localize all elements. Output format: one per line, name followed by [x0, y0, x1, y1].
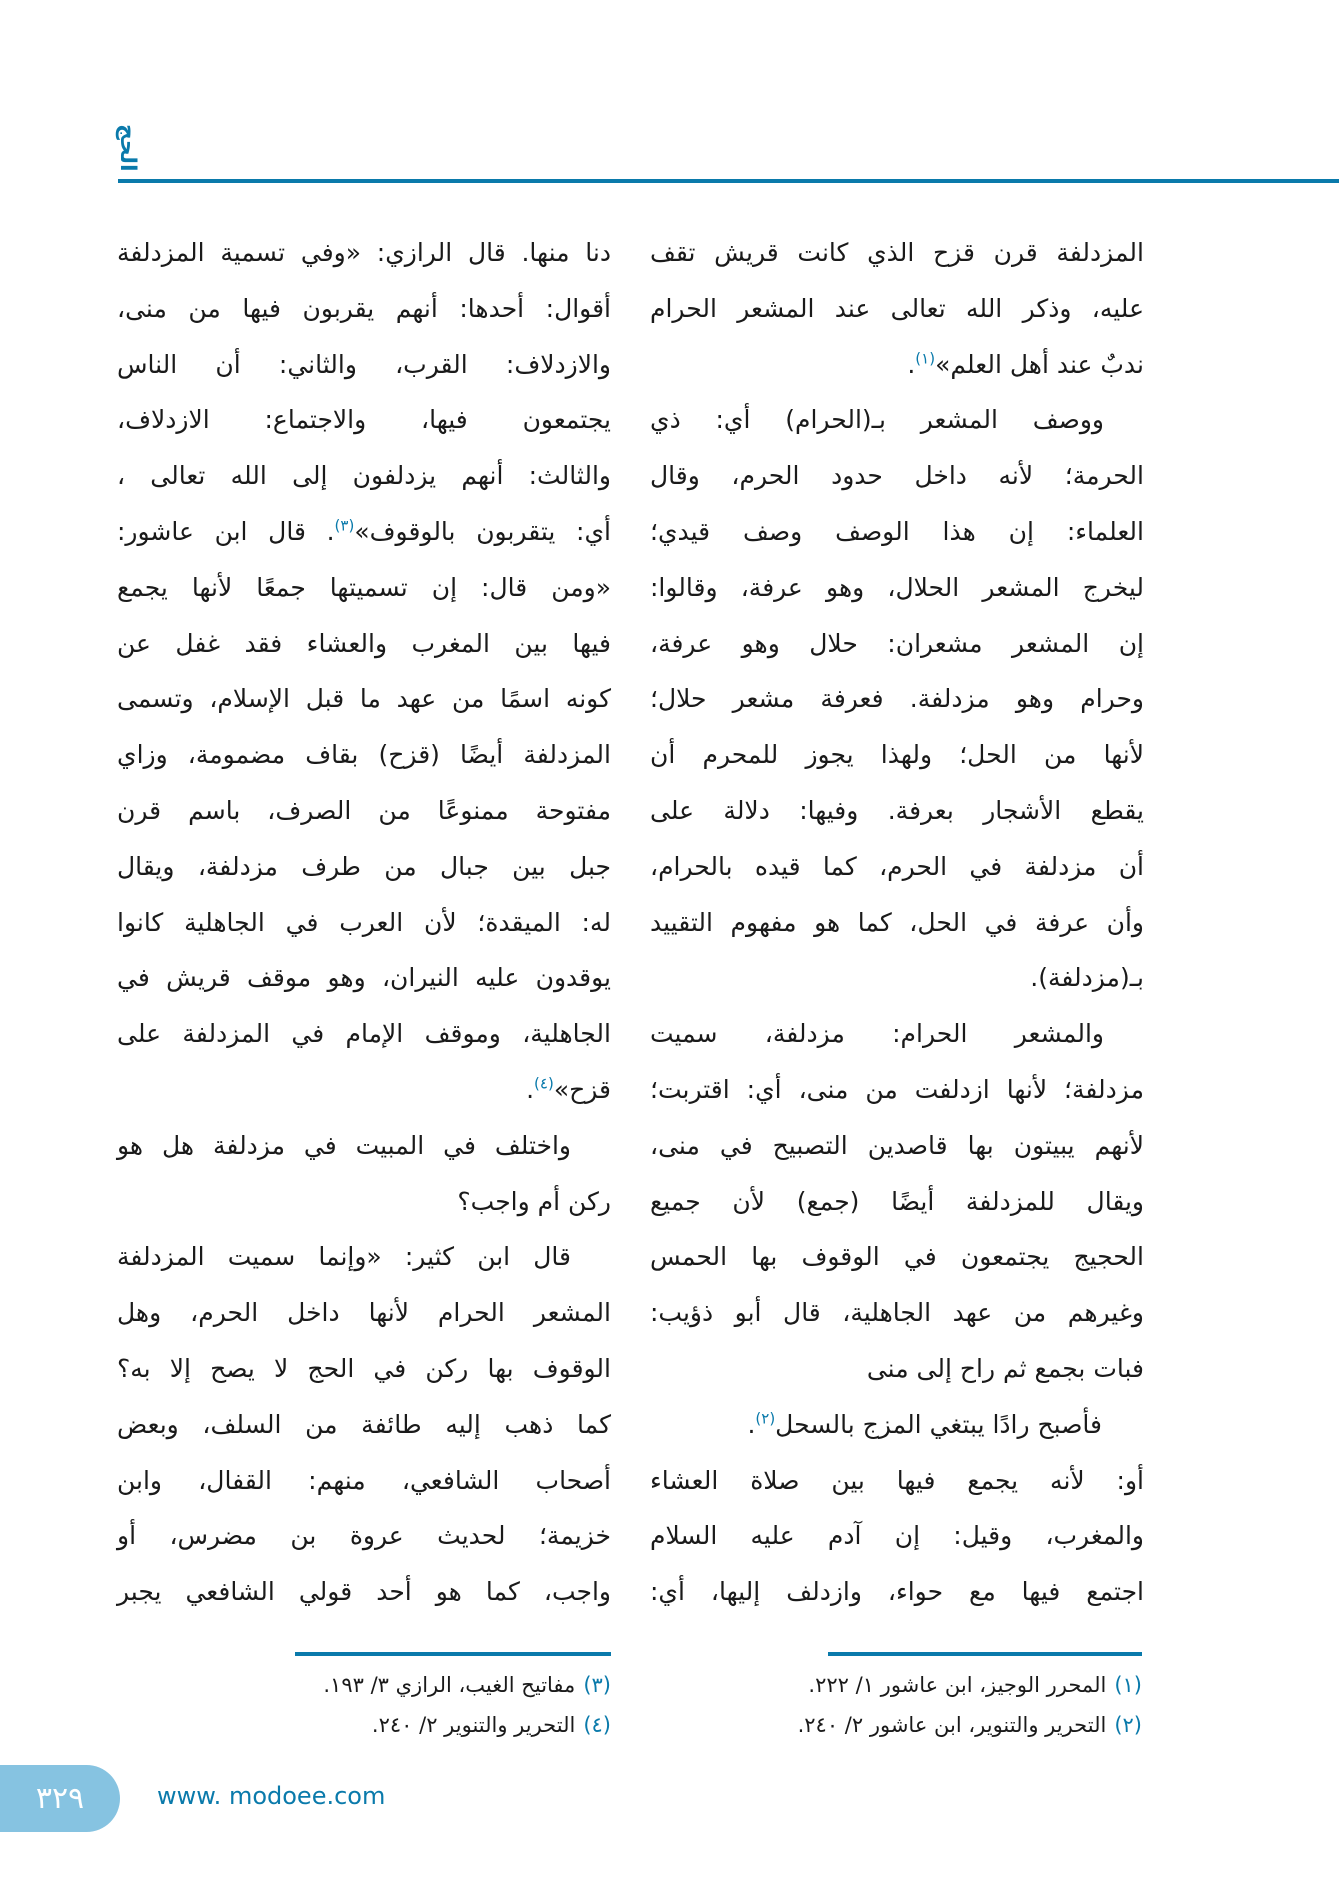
text-line [117, 1285, 611, 1341]
line-text: له: الميقدة؛ لأن العرب في الجاهلية كانوا [117, 907, 611, 937]
line-text-tail: . [526, 1074, 535, 1104]
line-text: والثالث: أنهم يزدلفون إلى الله تعالى ، [117, 461, 611, 491]
text-line [650, 671, 1144, 727]
line-text-tail: . [747, 1409, 756, 1439]
footnote [117, 1705, 611, 1745]
footnote-ref[interactable]: (٤) [534, 1074, 554, 1093]
book-logo: الحج [115, 124, 140, 172]
line-text: لأنها من الحل؛ ولهذا يجوز للمحرم أن [650, 740, 1144, 770]
line-text: الجاهلية، وموقف الإمام في المزدلفة على [117, 1019, 611, 1049]
line-text-tail: . [907, 349, 916, 379]
text-line [117, 560, 611, 616]
footnote-divider-right [828, 1652, 1142, 1656]
header-divider [118, 179, 1339, 183]
footnotes-right [648, 1665, 1142, 1745]
text-line [117, 1174, 611, 1230]
line-text: الوقوف بها ركن في الحج لا يصح إلا به؟ [117, 1353, 611, 1383]
text-line [117, 225, 611, 281]
text-line [117, 1564, 611, 1620]
line-text: المزدلفة قرن قزح الذي كانت قريش تقف [650, 238, 1144, 267]
line-text: ندبٌ عند أهل العلم» [935, 349, 1144, 379]
line-text: دنا منها. قال الرازي: «وفي تسمية المزدلفة [117, 238, 611, 267]
text-line [117, 1341, 611, 1397]
text-line [117, 671, 611, 727]
line-text: أو: لأنه يجمع فيها بين صلاة العشاء [650, 1465, 1144, 1495]
line-text: والمشعر الحرام: مزدلفة، سميت [650, 1019, 1104, 1049]
line-text: ووصف المشعر بـ(الحرام) أي: ذي [650, 405, 1104, 435]
text-line [650, 1229, 1144, 1285]
line-text: ليخرج المشعر الحلال، وهو عرفة، وقالوا: [650, 572, 1144, 602]
line-text: والازدلاف: القرب، والثاني: أن الناس [117, 349, 611, 379]
line-text: فأصبح رادًا يبتغي المزج بالسحل [775, 1409, 1102, 1439]
text-line [117, 1397, 611, 1453]
line-text: كونه اسمًا من عهد ما قبل الإسلام، وتسمى [117, 684, 611, 714]
line-text: بـ(مزدلفة). [1030, 963, 1144, 993]
text-line [650, 616, 1144, 672]
text-line [650, 281, 1144, 337]
footnote-divider-left [295, 1652, 611, 1656]
text-line [650, 1564, 1144, 1620]
line-text: وأن عرفة في الحل، كما هو مفهوم التقييد [650, 907, 1144, 937]
text-line [650, 727, 1144, 783]
line-text: يجتمعون فيها، والاجتماع: الازدلاف، [117, 405, 611, 435]
line-text: يقطع الأشجار بعرفة. وفيها: دلالة على [650, 795, 1144, 825]
text-line [650, 1453, 1144, 1509]
line-text: جبل بين جبال من طرف مزدلفة، ويقال [117, 851, 611, 881]
footnote-number: (١) [1114, 1673, 1142, 1697]
line-text: ويقال للمزدلفة أيضًا (جمع) لأن جميع [650, 1186, 1144, 1216]
line-text: وغيرهم من عهد الجاهلية، قال أبو ذؤيب: [650, 1298, 1144, 1328]
text-line [117, 448, 611, 504]
text-line [117, 1508, 611, 1564]
page-number-badge: ٣٢٩ [0, 1765, 120, 1832]
right-text-column [650, 225, 1144, 1620]
text-line [650, 448, 1144, 504]
line-text: المشعر الحرام لأنها داخل الحرم، وهل [117, 1298, 611, 1328]
line-text: إن المشعر مشعران: حلال وهو عرفة، [650, 628, 1144, 658]
footnote [648, 1665, 1142, 1705]
footnote-number: (٤) [583, 1713, 611, 1737]
footnote-ref[interactable]: (١) [915, 349, 936, 368]
line-text: مفتوحة ممنوعًا من الصرف، باسم قرن [117, 795, 611, 825]
line-text: واختلف في المبيت في مزدلفة هل هو [117, 1130, 571, 1160]
text-line [650, 1397, 1144, 1453]
text-line [650, 1285, 1144, 1341]
text-line [650, 950, 1144, 1006]
line-text: أصحاب الشافعي، منهم: القفال، وابن [117, 1465, 611, 1495]
footnote-number: (٢) [1114, 1713, 1142, 1737]
text-line [117, 504, 611, 560]
line-text: قال ابن كثير: «وإنما سميت المزدلفة [117, 1242, 571, 1272]
text-line [117, 392, 611, 448]
text-line [650, 1118, 1144, 1174]
text-line [117, 1006, 611, 1062]
line-text: أن مزدلفة في الحرم، كما قيده بالحرام، [650, 851, 1144, 881]
line-text: الحجيج يجتمعون في الوقوف بها الحمس [650, 1242, 1144, 1272]
text-line [117, 1229, 611, 1285]
footnote-ref[interactable]: (٢) [755, 1409, 776, 1428]
text-line [650, 839, 1144, 895]
text-line [117, 1118, 611, 1174]
line-text: «ومن قال: إن تسميتها جمعًا لأنها يجمع [117, 572, 611, 602]
website-link[interactable]: www. modoee.com [157, 1782, 386, 1810]
text-line [650, 560, 1144, 616]
text-line [650, 1174, 1144, 1230]
line-text-tail: . قال ابن عاشور: [117, 516, 335, 546]
text-line [650, 337, 1144, 393]
line-text: وحرام وهو مزدلفة. فعرفة مشعر حلال؛ [650, 684, 1144, 714]
footnote-text: المحرر الوجيز، ابن عاشور ١/ ٢٢٢. [808, 1673, 1107, 1697]
line-text: ركن أم واجب؟ [457, 1186, 611, 1216]
text-line [650, 504, 1144, 560]
line-text: الحرمة؛ لأنه داخل حدود الحرم، وقال [650, 461, 1144, 491]
line-text: اجتمع فيها مع حواء، وازدلف إليها، أي: [650, 1577, 1144, 1607]
text-line [650, 1062, 1144, 1118]
text-line [117, 1062, 611, 1118]
line-text: والمغرب، وقيل: إن آدم عليه السلام [650, 1521, 1144, 1551]
text-line [117, 839, 611, 895]
footnote-ref[interactable]: (٣) [334, 516, 355, 535]
line-text: فيها بين المغرب والعشاء فقد غفل عن [117, 628, 611, 658]
text-line [117, 281, 611, 337]
left-text-column [117, 225, 611, 1620]
text-line [650, 1508, 1144, 1564]
text-line [117, 950, 611, 1006]
line-text: واجب، كما هو أحد قولي الشافعي يجبر [117, 1577, 611, 1607]
line-text: المزدلفة أيضًا (قزح) بقاف مضمومة، وزاي [117, 740, 611, 770]
line-text: قزح» [553, 1074, 611, 1104]
line-text: خزيمة؛ لحديث عروة بن مضرس، أو [117, 1521, 611, 1551]
line-text: مزدلفة؛ لأنها ازدلفت من منى، أي: اقتربت؛ [650, 1074, 1144, 1104]
footnote [117, 1665, 611, 1705]
line-text: لأنهم يبيتون بها قاصدين التصبيح في منى، [650, 1130, 1144, 1160]
footnote-number: (٣) [583, 1673, 611, 1697]
footnote [648, 1705, 1142, 1745]
text-line [117, 895, 611, 951]
line-text: فبات بجمع ثم راح إلى منى [866, 1353, 1144, 1383]
line-text: يوقدون عليه النيران، وهو موقف قريش في [117, 963, 611, 993]
footnote-text: مفاتيح الغيب، الرازي ٣/ ١٩٣. [323, 1673, 576, 1697]
line-text: أي: يتقربون بالوقوف» [354, 516, 611, 546]
text-line [117, 1453, 611, 1509]
line-text: كما ذهب إليه طائفة من السلف، وبعض [117, 1409, 611, 1439]
footnote-text: التحرير والتنوير ٢/ ٢٤٠. [371, 1713, 576, 1737]
line-text: عليه، وذكر الله تعالى عند المشعر الحرام [650, 293, 1144, 323]
footnotes-left [117, 1665, 611, 1745]
line-text: أقوال: أحدها: أنهم يقربون فيها من منى، [117, 293, 611, 323]
footnote-text: التحرير والتنوير، ابن عاشور ٢/ ٢٤٠. [797, 1713, 1107, 1737]
text-line [650, 392, 1144, 448]
text-line [650, 1006, 1144, 1062]
text-line [650, 1341, 1144, 1397]
text-line [117, 783, 611, 839]
text-line [650, 783, 1144, 839]
text-line [650, 225, 1144, 281]
text-line [117, 727, 611, 783]
line-text: العلماء: إن هذا الوصف وصف قيدي؛ [650, 516, 1144, 546]
text-line [117, 616, 611, 672]
text-line [650, 895, 1144, 951]
text-line [117, 337, 611, 393]
